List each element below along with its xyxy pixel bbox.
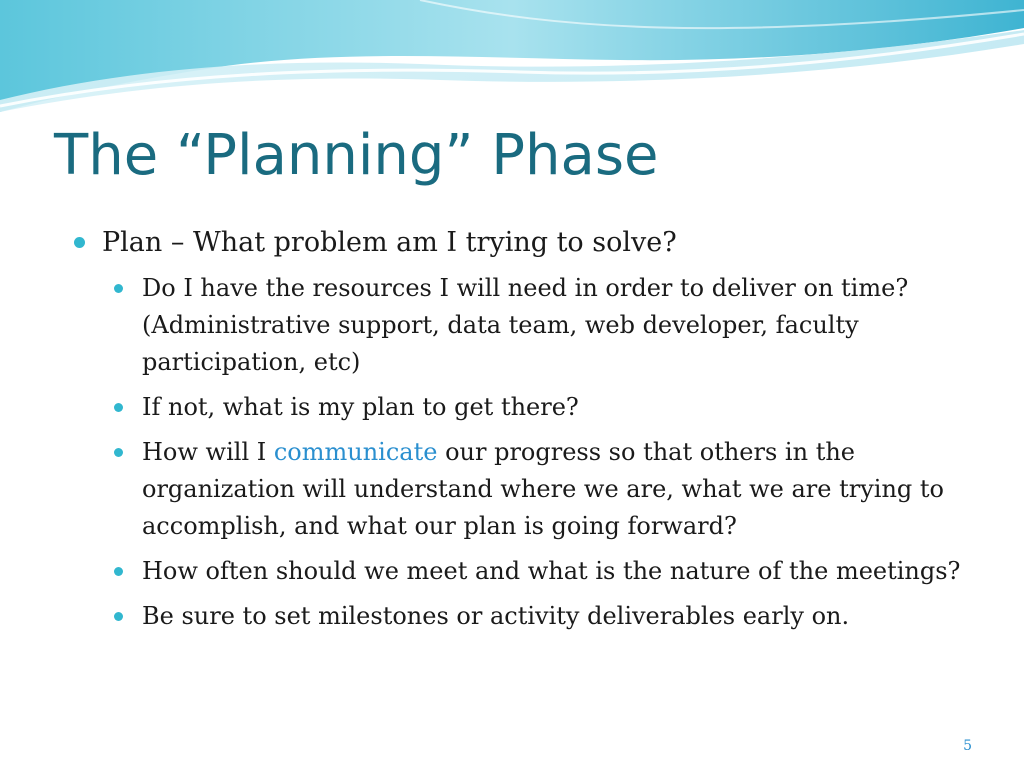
bullet-dot-icon (114, 612, 123, 621)
bullet-dot-icon (114, 567, 123, 576)
bullet-list (72, 224, 992, 643)
communicate-link[interactable]: communicate (273, 438, 438, 466)
sub-bullet-text: If not, what is my plan to get there? (142, 393, 579, 421)
bullet-dot-icon (74, 237, 85, 248)
header-wave-decoration (0, 0, 1024, 120)
page-number: 5 (963, 738, 972, 754)
sub-bullet-plan (112, 389, 982, 426)
bullet-main (72, 224, 992, 262)
slide-title: The “Planning” Phase (54, 123, 659, 188)
sub-bullet-communicate (112, 434, 982, 545)
sub-bullet-text: Be sure to set milestones or activity deliverables early on. (142, 602, 850, 630)
sub-bullet-text-after: our progress so that others in the organization will understand where we are, what we are trying to accomplish, and what our plan is going forward? (142, 438, 944, 540)
bullet-main-text: Plan – What problem am I trying to solve? (102, 227, 677, 258)
sub-bullet-text-before: How will I (142, 438, 274, 466)
bullet-dot-icon (114, 448, 123, 457)
sub-bullet-milestones (112, 598, 982, 635)
sub-bullet-resources (112, 270, 982, 381)
sub-bullet-text: Do I have the resources I will need in order to deliver on time? (Administrative support, data team, web developer, faculty participation, etc) (142, 274, 909, 376)
sub-bullet-meetings (112, 553, 982, 590)
bullet-dot-icon (114, 403, 123, 412)
sub-bullet-text: How often should we meet and what is the nature of the meetings? (142, 557, 961, 585)
bullet-dot-icon (114, 284, 123, 293)
